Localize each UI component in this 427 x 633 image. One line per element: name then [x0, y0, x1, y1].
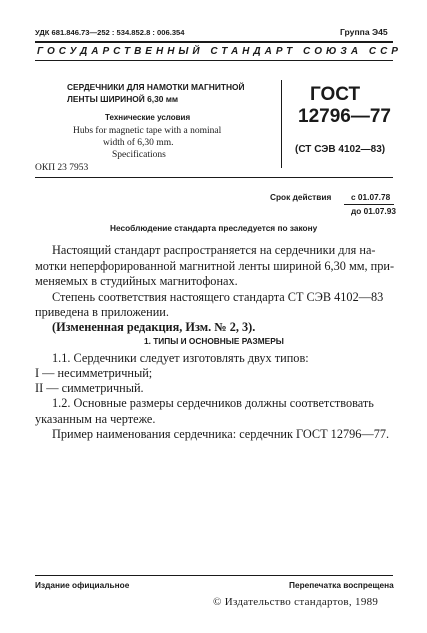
- intro-paragraph-line3: меняемых в студийных магнитофонах.: [35, 274, 238, 288]
- amendment-note: (Измененная редакция, Изм. № 2, 3).: [52, 320, 256, 334]
- compliance-paragraph-line1: Степень соответствия настоящего стандарта СТ СЭВ 4102—83: [52, 290, 384, 304]
- reprint-prohibited-label: Перепечатка воспрещена: [289, 580, 394, 590]
- title-block-rule: [35, 177, 393, 178]
- document-title-line1: СЕРДЕЧНИКИ ДЛЯ НАМОТКИ МАГНИТНОЙ: [67, 82, 245, 92]
- validity-from: с 01.07.78: [351, 192, 391, 202]
- clause-1-2-line1: 1.2. Основные размеры сердечников должны соответствовать: [52, 396, 374, 410]
- type-symmetric: II — симметричный.: [35, 381, 144, 395]
- official-edition-label: Издание официальное: [35, 580, 130, 590]
- intro-paragraph-line2: мотки неперфорированной магнитной ленты шириной 6,30 мм, при-: [35, 259, 395, 273]
- type-asymmetric: I — несимметричный;: [35, 366, 153, 380]
- title-divider: [281, 80, 282, 168]
- group-code: Группа Э45: [340, 27, 388, 37]
- authority-title: ГОСУДАРСТВЕННЫЙ СТАНДАРТ СОЮЗА ССР: [37, 46, 402, 57]
- intro-paragraph-line1: Настоящий стандарт распространяется на сердечники для на-: [52, 243, 376, 257]
- english-title-line1: Hubs for magnetic tape with a nominal: [73, 126, 222, 136]
- udc-code: УДК 681.846.73—252 : 534.852.8 : 006.354: [35, 28, 185, 37]
- clause-1-1: 1.1. Сердечники следует изготовлять двух типов:: [52, 351, 309, 365]
- english-title-line2: width of 6,30 mm.: [103, 138, 174, 148]
- section-heading: 1. ТИПЫ И ОСНОВНЫЕ РАЗМЕРЫ: [144, 336, 284, 346]
- gost-number: 12796—77: [298, 106, 391, 127]
- document-subtitle: Технические условия: [105, 113, 191, 122]
- designation-example: Пример наименования сердечника: сердечник ГОСТ 12796—77.: [52, 427, 390, 441]
- validity-to: до 01.07.93: [351, 206, 396, 216]
- copyright-line: © Издательство стандартов, 1989: [213, 596, 379, 608]
- st-sev-reference: (СТ СЭВ 4102—83): [295, 144, 386, 155]
- clause-1-2-line2: указанным на чертеже.: [35, 412, 156, 426]
- header-rule-bottom: [35, 60, 393, 61]
- validity-rule: [344, 204, 394, 205]
- english-title-line3: Specifications: [112, 150, 166, 160]
- okp-code: ОКП 23 7953: [35, 163, 89, 173]
- document-title-line2: ЛЕНТЫ ШИРИНОЙ 6,30 мм: [67, 94, 179, 104]
- validity-label: Срок действия: [270, 192, 332, 202]
- compliance-paragraph-line2: приведена в приложении.: [35, 305, 169, 319]
- header-rule-top: [35, 41, 393, 43]
- legal-notice: Несоблюдение стандарта преследуется по закону: [110, 223, 318, 233]
- gost-label: ГОСТ: [310, 84, 361, 105]
- footer-rule: [35, 575, 393, 576]
